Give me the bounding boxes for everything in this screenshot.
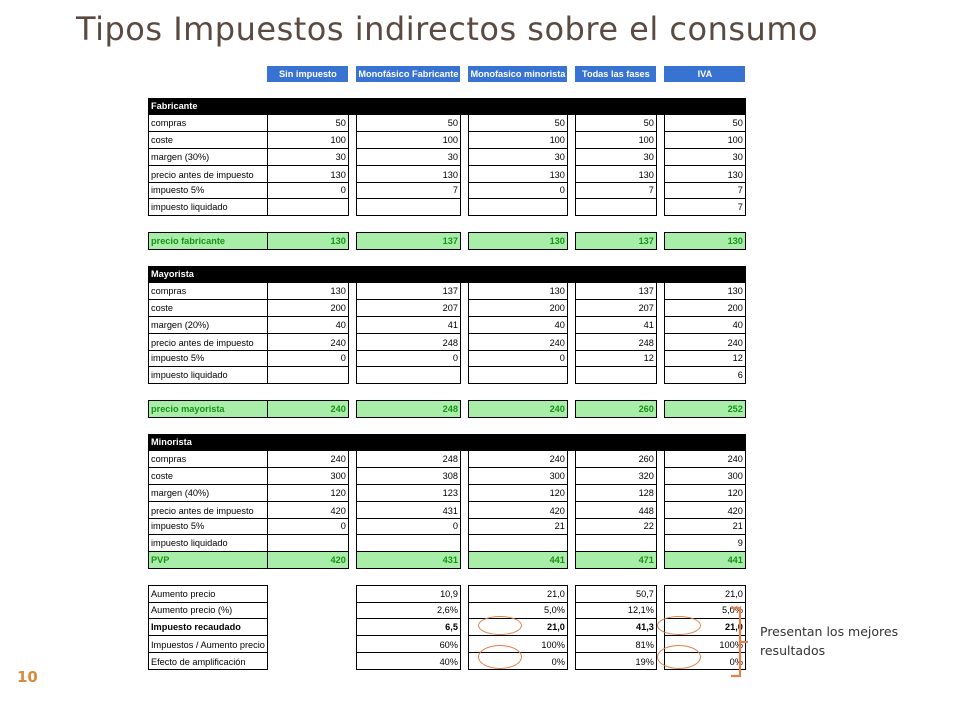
column-header-row — [149, 66, 746, 82]
value-cell: 130 — [468, 283, 567, 300]
value-cell: 22 — [575, 518, 656, 535]
value-cell: 130 — [267, 283, 348, 300]
value-cell: 240 — [468, 451, 567, 468]
value-cell: 0% — [468, 652, 567, 669]
value-cell: 137 — [356, 232, 460, 249]
value-cell: 100 — [468, 132, 567, 149]
value-cell: 240 — [468, 400, 567, 417]
table-row — [149, 333, 746, 350]
page-number: 10 — [17, 668, 38, 686]
value-cell: 130 — [267, 165, 348, 182]
value-cell: 248 — [356, 451, 460, 468]
value-cell: 12 — [575, 350, 656, 367]
value-cell: 100 — [664, 132, 745, 149]
table-row — [149, 451, 746, 468]
value-cell: 130 — [468, 232, 567, 249]
value-cell: 240 — [267, 451, 348, 468]
table-row — [149, 535, 746, 552]
column-header: Todas las fases — [575, 66, 656, 82]
row-label: compras — [149, 451, 268, 468]
value-cell: 248 — [356, 333, 460, 350]
column-header: Sin impuesto — [267, 66, 348, 82]
value-cell: 240 — [664, 333, 745, 350]
summary-row — [149, 585, 746, 602]
value-cell — [267, 602, 348, 619]
column-header: Monofasico minorista — [468, 66, 567, 82]
row-label: precio mayorista — [149, 400, 268, 417]
value-cell: 240 — [664, 451, 745, 468]
table-row — [149, 199, 746, 216]
value-cell: 5,0% — [468, 602, 567, 619]
value-cell: 100 — [267, 132, 348, 149]
section-title: Mayorista — [149, 266, 746, 283]
summary-row — [149, 652, 746, 669]
value-cell: 137 — [356, 283, 460, 300]
value-cell: 100 — [356, 132, 460, 149]
value-cell: 30 — [575, 148, 656, 165]
value-cell: 50,7 — [575, 585, 656, 602]
row-label: precio antes de impuesto — [149, 501, 268, 518]
value-cell — [356, 367, 460, 384]
value-cell: 248 — [356, 400, 460, 417]
value-cell: 100% — [468, 636, 567, 653]
value-cell: 130 — [575, 165, 656, 182]
value-cell: 50 — [664, 115, 745, 132]
value-cell: 260 — [575, 451, 656, 468]
table-row — [149, 468, 746, 485]
value-cell: 471 — [575, 552, 656, 569]
table-row — [149, 518, 746, 535]
value-cell: 6 — [664, 367, 745, 384]
value-cell: 12 — [664, 350, 745, 367]
value-cell: 60% — [356, 636, 460, 653]
value-cell: 130 — [664, 232, 745, 249]
bracket-icon — [728, 604, 750, 680]
value-cell: 252 — [664, 400, 745, 417]
value-cell: 240 — [267, 333, 348, 350]
value-cell — [267, 535, 348, 552]
section-title: Fabricante — [149, 98, 746, 115]
value-cell — [575, 199, 656, 216]
row-label: precio fabricante — [149, 232, 268, 249]
value-cell: 21,0 — [468, 585, 567, 602]
value-cell: 300 — [664, 468, 745, 485]
section-header — [149, 98, 746, 115]
value-cell: 308 — [356, 468, 460, 485]
section-header — [149, 434, 746, 451]
value-cell: 40% — [356, 652, 460, 669]
value-cell: 207 — [356, 300, 460, 317]
value-cell: 137 — [575, 283, 656, 300]
value-cell: 0 — [267, 350, 348, 367]
value-cell: 9 — [664, 535, 745, 552]
row-label: coste — [149, 132, 268, 149]
value-cell: 240 — [267, 400, 348, 417]
row-label: impuesto liquidado — [149, 367, 268, 384]
value-cell — [267, 367, 348, 384]
value-cell: 0 — [468, 350, 567, 367]
section-header — [149, 266, 746, 283]
value-cell: 19% — [575, 652, 656, 669]
value-cell: 30 — [468, 148, 567, 165]
value-cell: 240 — [468, 333, 567, 350]
value-cell: 120 — [664, 484, 745, 501]
value-cell: 100 — [575, 132, 656, 149]
value-cell: 0 — [356, 350, 460, 367]
value-cell: 21,0 — [664, 585, 745, 602]
value-cell: 207 — [575, 300, 656, 317]
row-label: compras — [149, 283, 268, 300]
total-row — [149, 552, 746, 569]
row-label: coste — [149, 300, 268, 317]
table-row — [149, 115, 746, 132]
summary-row — [149, 619, 746, 636]
value-cell: 130 — [664, 283, 745, 300]
value-cell: 50 — [468, 115, 567, 132]
row-label: margen (40%) — [149, 484, 268, 501]
table-row — [149, 182, 746, 199]
value-cell: 130 — [664, 165, 745, 182]
summary-row — [149, 602, 746, 619]
value-cell — [267, 619, 348, 636]
summary-row — [149, 636, 746, 653]
row-label: PVP — [149, 552, 268, 569]
row-label: precio antes de impuesto — [149, 165, 268, 182]
value-cell — [575, 367, 656, 384]
value-cell: 0% — [664, 652, 745, 669]
value-cell: 50 — [267, 115, 348, 132]
value-cell: 130 — [356, 165, 460, 182]
value-cell: 130 — [468, 165, 567, 182]
row-label: impuesto 5% — [149, 182, 268, 199]
total-row — [149, 232, 746, 249]
value-cell: 441 — [664, 552, 745, 569]
value-cell: 50 — [575, 115, 656, 132]
value-cell: 100% — [664, 636, 745, 653]
value-cell: 420 — [468, 501, 567, 518]
total-row — [149, 400, 746, 417]
value-cell: 260 — [575, 400, 656, 417]
row-label: precio antes de impuesto — [149, 333, 268, 350]
value-cell: 123 — [356, 484, 460, 501]
value-cell: 120 — [468, 484, 567, 501]
table-row — [149, 367, 746, 384]
row-label: coste — [149, 468, 268, 485]
value-cell: 420 — [267, 501, 348, 518]
value-cell: 81% — [575, 636, 656, 653]
value-cell: 128 — [575, 484, 656, 501]
value-cell: 5,0% — [664, 602, 745, 619]
value-cell: 300 — [468, 468, 567, 485]
row-label: margen (30%) — [149, 148, 268, 165]
table-row — [149, 501, 746, 518]
value-cell — [468, 199, 567, 216]
value-cell — [468, 535, 567, 552]
row-label: Impuesto recaudado — [149, 619, 268, 636]
value-cell — [267, 585, 348, 602]
row-label: compras — [149, 115, 268, 132]
value-cell — [267, 636, 348, 653]
value-cell: 137 — [575, 232, 656, 249]
value-cell: 7 — [664, 199, 745, 216]
table-row — [149, 165, 746, 182]
value-cell — [356, 199, 460, 216]
value-cell: 248 — [575, 333, 656, 350]
value-cell: 130 — [267, 232, 348, 249]
section-title: Minorista — [149, 434, 746, 451]
value-cell: 50 — [356, 115, 460, 132]
value-cell: 420 — [664, 501, 745, 518]
value-cell: 7 — [356, 182, 460, 199]
value-cell: 41 — [575, 316, 656, 333]
value-cell: 120 — [267, 484, 348, 501]
value-cell: 200 — [267, 300, 348, 317]
value-cell: 40 — [267, 316, 348, 333]
value-cell: 431 — [356, 552, 460, 569]
value-cell: 21,0 — [664, 619, 745, 636]
table-row — [149, 148, 746, 165]
value-cell: 2,6% — [356, 602, 460, 619]
row-label: Impuestos / Aumento precio — [149, 636, 268, 653]
value-cell: 0 — [356, 518, 460, 535]
value-cell — [267, 652, 348, 669]
value-cell: 448 — [575, 501, 656, 518]
row-label: impuesto liquidado — [149, 535, 268, 552]
value-cell: 300 — [267, 468, 348, 485]
row-label: margen (20%) — [149, 316, 268, 333]
value-cell — [575, 535, 656, 552]
value-cell: 7 — [575, 182, 656, 199]
value-cell: 40 — [664, 316, 745, 333]
value-cell — [468, 367, 567, 384]
value-cell — [356, 535, 460, 552]
value-cell: 320 — [575, 468, 656, 485]
value-cell: 30 — [267, 148, 348, 165]
value-cell: 40 — [468, 316, 567, 333]
value-cell — [267, 199, 348, 216]
value-cell: 420 — [267, 552, 348, 569]
value-cell: 0 — [267, 518, 348, 535]
row-label: Aumento precio — [149, 585, 268, 602]
table-row — [149, 300, 746, 317]
value-cell: 431 — [356, 501, 460, 518]
tax-comparison-table — [148, 66, 746, 670]
value-cell: 21,0 — [468, 619, 567, 636]
table-row — [149, 132, 746, 149]
table-row — [149, 316, 746, 333]
value-cell: 200 — [664, 300, 745, 317]
value-cell: 41,3 — [575, 619, 656, 636]
row-label: impuesto 5% — [149, 518, 268, 535]
value-cell: 200 — [468, 300, 567, 317]
row-label: Efecto de amplificación — [149, 652, 268, 669]
table-row — [149, 350, 746, 367]
table-row — [149, 484, 746, 501]
value-cell: 10,9 — [356, 585, 460, 602]
row-label: impuesto liquidado — [149, 199, 268, 216]
value-cell: 30 — [664, 148, 745, 165]
column-header: IVA — [664, 66, 745, 82]
table-row — [149, 283, 746, 300]
value-cell: 30 — [356, 148, 460, 165]
column-header: Monofásico Fabricante — [356, 66, 460, 82]
row-label: Aumento precio (%) — [149, 602, 268, 619]
value-cell: 6,5 — [356, 619, 460, 636]
value-cell: 21 — [664, 518, 745, 535]
slide-title: Tipos Impuestos indirectos sobre el consumo — [76, 10, 819, 48]
row-label: impuesto 5% — [149, 350, 268, 367]
value-cell: 0 — [468, 182, 567, 199]
value-cell: 441 — [468, 552, 567, 569]
note-text: Presentan los mejores resultados — [760, 624, 899, 658]
value-cell: 41 — [356, 316, 460, 333]
value-cell: 0 — [267, 182, 348, 199]
value-cell: 21 — [468, 518, 567, 535]
value-cell: 12,1% — [575, 602, 656, 619]
value-cell: 7 — [664, 182, 745, 199]
